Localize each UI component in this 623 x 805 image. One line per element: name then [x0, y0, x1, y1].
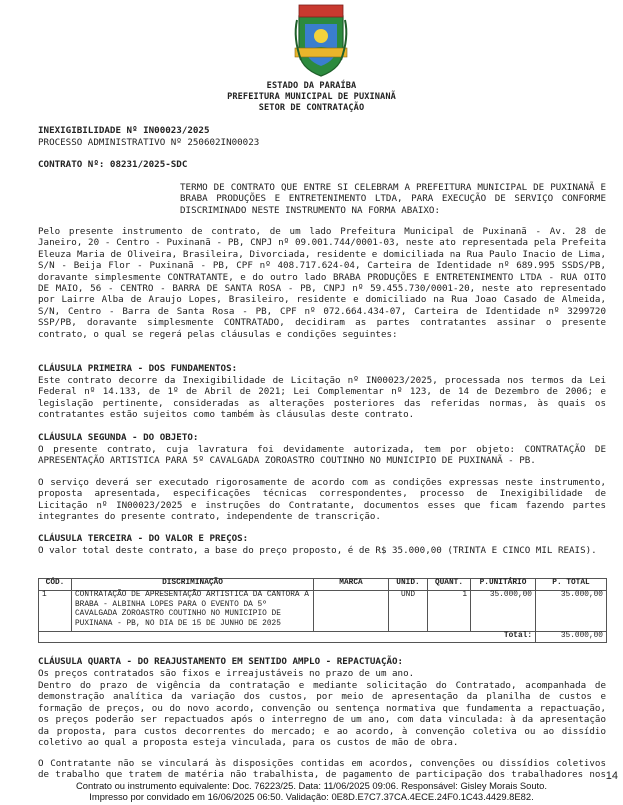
header-setor: SETOR DE CONTRATAÇÃO — [258, 103, 365, 113]
cell-p-unitario: 35.000,00 — [471, 591, 536, 632]
footer-line-1: Contrato ou instrumento equivalente: Doc. 76223/25. Data: 11/06/2025 09:06. Responsável: Gisley Morais Souto. — [76, 780, 547, 791]
table-row — [39, 591, 607, 632]
clause-2-text-1: O presente contrato, cuja lavratura foi devidamente autorizada, tem por objeto: CONTRATAÇÃO DE APRESENTAÇÃO ARTISTICA PARA 5º CAVALGADA ZOROASTRO COUTINHO NO MUNICIPIO DE PUXINANÃ - PB. — [38, 444, 606, 467]
header-prefeitura: PREFEITURA MUNICIPAL DE PUXINANÃ — [227, 92, 396, 102]
clause-4-p2: Dentro do prazo de vigência da contratação e mediante solicitação do Contratado, acompanhada de demonstração analítica da variação dos custos, por meio de apresentação da planilha de custos e formação de preços, ou do novo acordo, convenção ou sentença normativa que fundamenta a repactuação, os preços poderão ser repactuados após o interregno de um ano, com data vinculada: à da apresentação da proposta, para custos decorrentes do mercado; e ao acordo, à convenção coletiva ou ao dissídio coletivo ao qual a proposta esteja vinculada, para os custos de mão de obra. — [38, 680, 606, 749]
cell-quant: 1 — [428, 591, 471, 632]
items-table — [38, 578, 607, 643]
cell-discriminacao: CONTRATAÇÃO DE APRESENTAÇÃO ARTISTICA DA CANTORA A BRABA - ALBINHA LOPES PARA O EVENTO DA 5º CAVALGADA ZOROASTRO COUTINHO NO MUNICIPIO DE PUXINANA - PB, NO DIA DE 15 DE JUNHO DE 2025 — [72, 591, 314, 632]
cell-unid: UND — [389, 591, 428, 632]
clause-4-p3: O Contratante não se vinculará às disposições contidas em acordos, convenções ou dissídios coletivos de trabalho que tratem de matéria não trabalhista, de pagamento de participação dos trabalhadores nos — [38, 758, 606, 781]
header-state: ESTADO DA PARAÍBA — [266, 81, 357, 91]
cell-marca — [314, 591, 389, 632]
col-quant: QUANT. — [428, 579, 471, 591]
municipal-seal-icon — [291, 2, 351, 78]
table-total-row — [39, 632, 607, 643]
clause-2-title: CLÁUSULA SEGUNDA - DO OBJETO: — [38, 432, 199, 443]
validation-footer — [0, 781, 623, 802]
footer-line-2: Impresso por convidado em 16/06/2025 06:50. Validação: 0E8D.E7C7.37CA.4ECE.24F0.1C43.4429.8E82. — [89, 790, 534, 802]
col-p-total: P. TOTAL — [536, 579, 607, 591]
cell-p-total: 35.000,00 — [536, 591, 607, 632]
clause-3-title: CLÁUSULA TERCEIRA - DO VALOR E PREÇOS: — [38, 533, 249, 544]
clause-4-title: CLÁUSULA QUARTA - DO REAJUSTAMENTO EM SENTIDO AMPLO - REPACTUAÇÃO: — [38, 656, 404, 667]
preamble-paragraph: Pelo presente instrumento de contrato, de um lado Prefeitura Municipal de Puxinanã - Av. 28 de Janeiro, 20 - Centro - Puxinanã - PB, CNPJ nº 09.001.744/0001-03, neste ato representada pela Prefeita Eleuza Maria de Oliveira, Brasileira, Divorciada, residente e domiciliada na Rua Paulo Inacio de Lima, S/N - Beija Flor - Puxinanã - PB, CPF nº 408.717.624-04, Carteira de Identidade nº 689.995 SSDS/PB, doravante simplesmente CONTRATANTE, e do outro lado BRABA PRODUÇÕES E ENTRETENIMENTO LTDA - RUA OITO DE MAIO, 56 - CENTRO - BARRA DE SANTA ROSA - PB, CNPJ nº 59.455.730/0001-20, neste ato representado por Lairre Alba de Araujo Lopes, Brasileiro, residente e domiciliado na Rua Joao Casado de Almeida, S/N, Centro - Barra de Santa Rosa - PB, CPF nº 072.664.434-07, Carteira de Identidade nº 3299720 SSP/PB, doravante simplesmente CONTRATADO, decidiram as partes contratantes assinar o presente contrato, o qual se regerá pelas cláusulas e condições seguintes: — [38, 226, 606, 340]
inexigibilidade-number: INEXIGIBILIDADE Nº IN00023/2025 — [38, 125, 210, 136]
contract-intro: TERMO DE CONTRATO QUE ENTRE SI CELEBRAM A PREFEITURA MUNICIPAL DE PUXINANÃ E BRABA PRODUÇÕES E ENTRETENIMENTO LTDA, PARA EXECUÇÃO DE SERVIÇO CONFORME DISCRIMINADO NESTE INSTRUMENTO NA FORMA ABAIXO: — [180, 182, 606, 216]
clause-2-text-2: O serviço deverá ser executado rigorosamente de acordo com as condições expressas neste instrumento, proposta apresentada, especificações técnicas correspondentes, processo de Inexigibilidade de Licitação nº IN00023/2025 e instruções do Contratante, documentos esses que ficam fazendo partes integrantes do presente contrato, independente de transcrição. — [38, 477, 606, 523]
col-marca: MARCA — [314, 579, 389, 591]
clause-1-title: CLÁUSULA PRIMEIRA - DOS FUNDAMENTOS: — [38, 363, 238, 374]
clause-1-text: Este contrato decorre da Inexigibilidade de Licitação nº IN00023/2025, processada nos termos da Lei Federal nº 14.133, de 1º de Abril de 2021; Lei Complementar nº 123, de 14 de Dezembro de 2006; e legislação pertinente, consideradas as alterações posteriores das referidas normas, às quais os contratantes estão sujeitos como também às cláusulas deste contrato. — [38, 375, 606, 421]
page-number: 14 — [605, 770, 618, 782]
col-unid: UNID. — [389, 579, 428, 591]
total-label: Total: — [471, 632, 536, 643]
total-spacer — [39, 632, 471, 643]
col-discriminacao: DISCRIMINAÇÃO — [72, 579, 314, 591]
total-value: 35.000,00 — [536, 632, 607, 643]
contrato-number: CONTRATO Nº: 08231/2025-SDC — [38, 159, 188, 170]
col-p-unitario: P.UNITÁRIO — [471, 579, 536, 591]
col-cod: CÓD. — [39, 579, 72, 591]
clause-4-p1: Os preços contratados são fixos e irreajustáveis no prazo de um ano. — [38, 668, 415, 679]
processo-number: PROCESSO ADMINISTRATIVO Nº 250602IN00023 — [38, 137, 260, 148]
table-header-row — [39, 579, 607, 591]
cell-cod: 1 — [39, 591, 72, 632]
clause-3-text: O valor total deste contrato, a base do preço proposto, é de R$ 35.000,00 (TRINTA E CINCO MIL REAIS). — [38, 545, 597, 556]
